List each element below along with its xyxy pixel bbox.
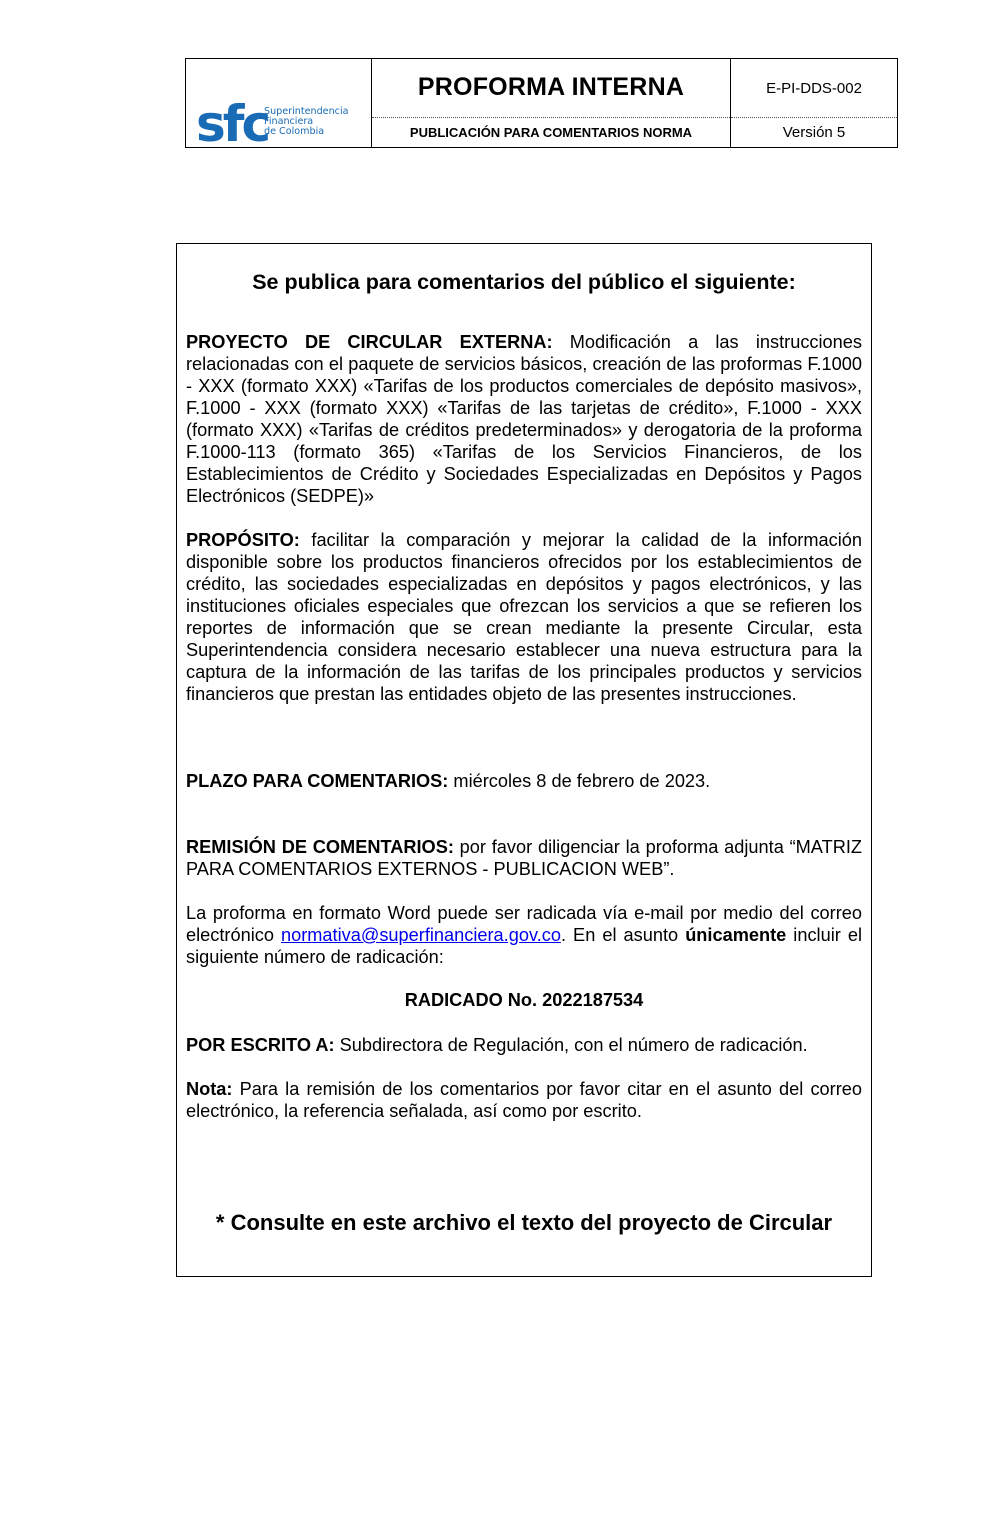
remision-paragraph xyxy=(186,836,862,880)
nota-text: Para la remisión de los comentarios por favor citar en el asunto del correo electrónico, la referencia señalada, así como por escrito. xyxy=(186,1079,862,1121)
logo-wordmark xyxy=(264,107,349,137)
svg-text:sfc: sfc xyxy=(196,99,269,145)
word-text-3: incluir el siguiente número de radicación: xyxy=(186,925,862,967)
document-code: E-PI-DDS-002 xyxy=(766,80,862,97)
consulte-line: * Consulte en este archivo el texto del proyecto de Circular xyxy=(215,1210,833,1235)
title-cell xyxy=(372,59,731,147)
code-divider xyxy=(731,117,897,118)
code-cell xyxy=(731,59,897,147)
proposito-text: facilitar la comparación y mejorar la calidad de la información disponible sobre los productos financieros ofrecidos por los establecimientos de crédito, las sociedades especializadas en depósitos y pagos electrónicos, y las instituciones oficiales especiales que ofrezcan los servicios a que se refieren los reportes de información que se crean mediante la presente Circular, esta Superintendencia considera necesario establecer una nueva estructura para la captura de la información de las tarifas de los principales productos y servicios financieros que prestan las entidades objeto de las presentes instrucciones. xyxy=(186,530,862,704)
remision-text: por favor diligenciar la proforma adjunta “MATRIZ PARA COMENTARIOS EXTERNOS - PUBLICACION WEB”. xyxy=(186,837,862,879)
escrito-label: POR ESCRITO A: xyxy=(186,1035,335,1055)
escrito-paragraph xyxy=(186,1034,862,1056)
document-subtitle: PUBLICACIÓN PARA COMENTARIOS NORMA xyxy=(409,125,693,140)
document-title: PROFORMA INTERNA xyxy=(417,73,685,101)
email-link[interactable]: normativa@superfinanciera.gov.co xyxy=(281,925,561,945)
proposito-label: PROPÓSITO: xyxy=(186,530,300,550)
logo-cell xyxy=(186,59,372,147)
proyecto-label: PROYECTO DE CIRCULAR EXTERNA: xyxy=(186,332,553,352)
logo-line-2: Financiera xyxy=(264,116,314,127)
publication-box xyxy=(176,243,872,1277)
plazo-paragraph xyxy=(186,770,862,792)
radicado-number: RADICADO No. 2022187534 xyxy=(404,990,644,1010)
header-divider xyxy=(372,117,730,118)
box-title: Se publica para comentarios del público el siguiente: xyxy=(252,270,796,294)
word-text-2: . En el asunto xyxy=(560,925,686,945)
word-paragraph xyxy=(186,902,862,968)
proyecto-paragraph xyxy=(186,331,862,507)
plazo-label: PLAZO PARA COMENTARIOS: xyxy=(186,771,449,791)
word-bold: únicamente xyxy=(685,925,787,945)
proyecto-text: Modificación a las instrucciones relacionadas con el paquete de servicios básicos, creación de las proformas F.1000 - XXX (formato XXX) «Tarifas de los productos comerciales de depósito masivos», F.1000 - XXX (formato XXX) «Tarifas de las tarjetas de crédito», F.1000 - XXX (formato XXX) «Tarifas de créditos predeterminados» y derogatoria de la proforma F.1000-113 (formato 365) «Tarifas de los Servicios Financieros, de los Establecimientos de Crédito y Sociedades Especializadas en Depósitos y Pagos Electrónicos (SEDPE)» xyxy=(186,332,862,506)
logo-line-1: Superintendencia xyxy=(264,106,349,117)
plazo-text: miércoles 8 de febrero de 2023. xyxy=(448,771,711,791)
document-version: Versión 5 xyxy=(782,124,846,141)
header-table xyxy=(185,58,898,148)
nota-label: Nota: xyxy=(186,1079,233,1099)
remision-label: REMISIÓN DE COMENTARIOS: xyxy=(186,837,454,857)
nota-paragraph xyxy=(186,1078,862,1122)
proposito-paragraph xyxy=(186,529,862,705)
logo-line-3: de Colombia xyxy=(264,126,325,137)
escrito-text: Subdirectora de Regulación, con el número de radicación. xyxy=(334,1035,808,1055)
word-text-1: La proforma en formato Word puede ser radicada vía e-mail por medio del correo electrónico xyxy=(186,903,862,945)
